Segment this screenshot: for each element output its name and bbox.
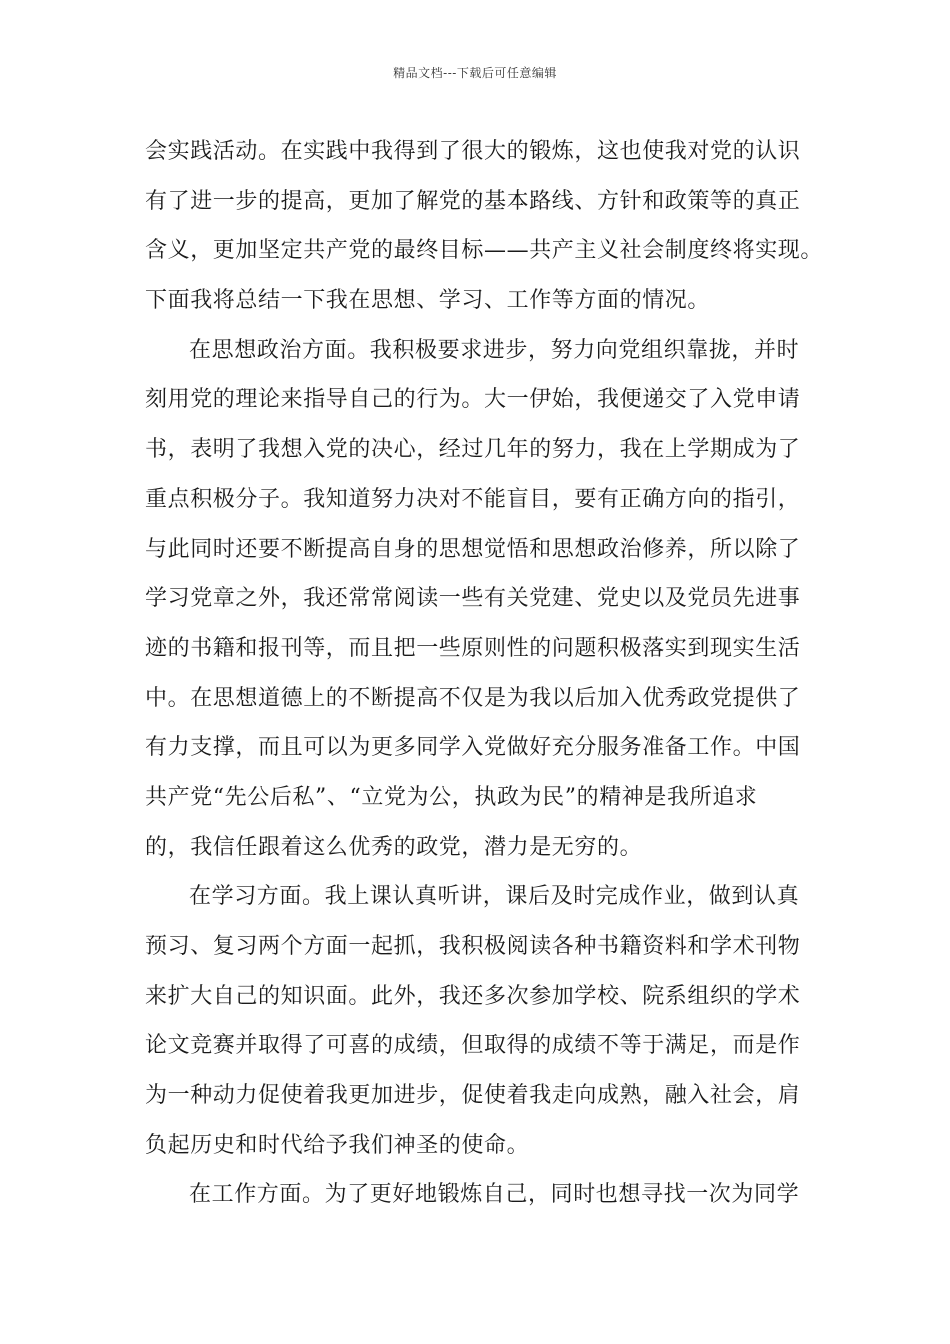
text-line: 为一种动力促使着我更加进步，促使着我走向成熟，融入社会，肩	[145, 1083, 801, 1109]
paragraph-start-line: 在思想政治方面。我积极要求进步，努力向党组织靠拢，并时	[189, 337, 800, 363]
text-line: 的，我信任跟着这么优秀的政党，潜力是无穷的。	[145, 834, 643, 860]
text-line: 含义，更加坚定共产党的最终目标——共产主义社会制度终将实现。	[145, 238, 824, 264]
text-line: 预习、复习两个方面一起抓，我积极阅读各种书籍资料和学术刊物	[145, 934, 801, 959]
text-line: 共产党“先公后私”、“立党为公，执政为民”的精神是我所追求	[145, 784, 758, 810]
text-line: 书，表明了我想入党的决心，经过几年的努力，我在上学期成为了	[145, 437, 801, 463]
text-line: 重点积极分子。我知道努力决对不能盲目，要有正确方向的指引，	[145, 486, 801, 512]
text-line: 学习党章之外，我还常常阅读一些有关党建、党史以及党员先进事	[145, 586, 801, 612]
text-line: 刻用党的理论来指导自己的行为。大一伊始，我便递交了入党申请	[145, 387, 801, 413]
paragraph-start-line: 在学习方面。我上课认真听讲，课后及时完成作业，做到认真	[189, 884, 800, 910]
text-line: 负起历史和时代给予我们神圣的使命。	[145, 1132, 530, 1158]
paragraph-start-line: 在工作方面。为了更好地锻炼自己，同时也想寻找一次为同学	[189, 1182, 800, 1208]
text-line: 迹的书籍和报刊等，而且把一些原则性的问题积极落实到现实生活	[145, 635, 801, 661]
text-line: 中。在思想道德上的不断提高不仅是为我以后加入优秀政党提供了	[145, 685, 801, 711]
text-line: 会实践活动。在实践中我得到了很大的锻炼，这也使我对党的认识	[145, 139, 801, 164]
text-line: 来扩大自己的知识面。此外，我还多次参加学校、院系组织的学术	[145, 983, 801, 1009]
text-line: 有了进一步的提高，更加了解党的基本路线、方针和政策等的真正	[145, 188, 801, 214]
page-header: 精品文档---下载后可任意编辑	[393, 66, 557, 80]
text-line: 下面我将总结一下我在思想、学习、工作等方面的情况。	[145, 288, 711, 314]
text-line: 有力支撑，而且可以为更多同学入党做好充分服务准备工作。中国	[145, 735, 801, 761]
text-line: 论文竞赛并取得了可喜的成绩，但取得的成绩不等于满足，而是作	[145, 1033, 801, 1059]
document-body	[145, 135, 825, 1228]
text-line: 与此同时还要不断提高自身的思想觉悟和思想政治修养，所以除了	[145, 536, 801, 562]
